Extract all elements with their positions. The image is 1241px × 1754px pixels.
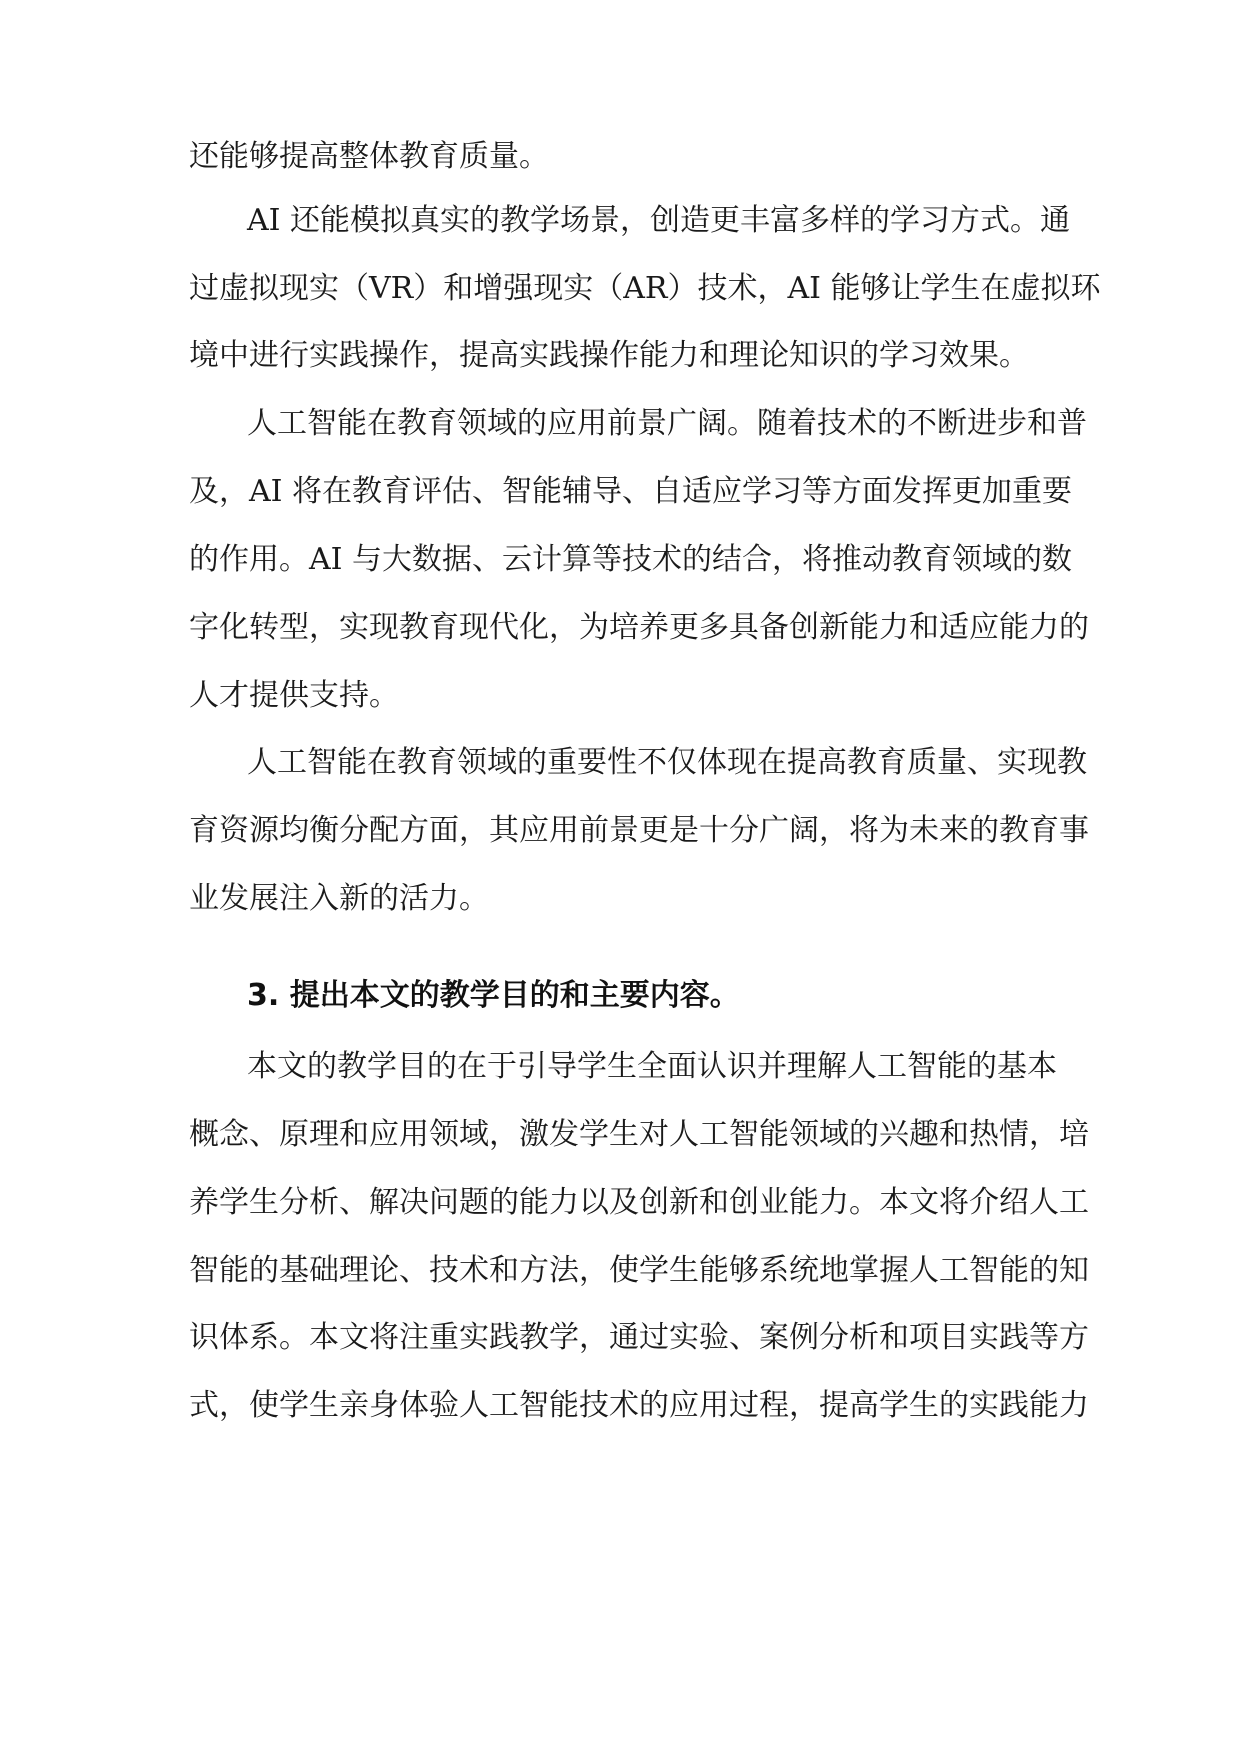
paragraph-line: 过虚拟现实（VR）和增强现实（AR）技术，AI 能够让学生在虚拟环 bbox=[189, 271, 1101, 306]
paragraph-line: 育资源均衡分配方面，其应用前景更是十分广阔，将为未来的教育事 bbox=[189, 813, 1089, 848]
paragraph-line: 人工智能在教育领域的重要性不仅体现在提高教育质量、实现教 bbox=[247, 745, 1087, 780]
paragraph-line: 人工智能在教育领域的应用前景广阔。随着技术的不断进步和普 bbox=[247, 406, 1087, 441]
paragraph-line: 概念、原理和应用领域，激发学生对人工智能领域的兴趣和热情，培 bbox=[189, 1117, 1089, 1152]
paragraph-line: 人才提供支持。 bbox=[189, 678, 399, 713]
paragraph-line: 的作用。AI 与大数据、云计算等技术的结合，将推动教育领域的数 bbox=[189, 542, 1073, 577]
paragraph-line: 识体系。本文将注重实践教学，通过实验、案例分析和项目实践等方 bbox=[189, 1320, 1089, 1355]
paragraph-line: 字化转型，实现教育现代化，为培养更多具备创新能力和适应能力的 bbox=[189, 610, 1089, 645]
paragraph-line: 及，AI 将在教育评估、智能辅导、自适应学习等方面发挥更加重要 bbox=[189, 474, 1073, 509]
paragraph-line: 本文的教学目的在于引导学生全面认识并理解人工智能的基本 bbox=[247, 1049, 1057, 1084]
paragraph-line: 业发展注入新的活力。 bbox=[189, 881, 489, 916]
paragraph-line: 境中进行实践操作，提高实践操作能力和理论知识的学习效果。 bbox=[189, 338, 1029, 373]
paragraph-line: AI 还能模拟真实的教学场景，创造更丰富多样的学习方式。通 bbox=[247, 203, 1071, 238]
paragraph-line: 式，使学生亲身体验人工智能技术的应用过程，提高学生的实践能力 bbox=[189, 1388, 1089, 1423]
paragraph-line: 还能够提高整体教育质量。 bbox=[189, 139, 549, 174]
paragraph-line: 养学生分析、解决问题的能力以及创新和创业能力。本文将介绍人工 bbox=[189, 1185, 1089, 1220]
paragraph-line: 智能的基础理论、技术和方法，使学生能够系统地掌握人工智能的知 bbox=[189, 1253, 1089, 1288]
section-heading: 3. 提出本文的教学目的和主要内容。 bbox=[247, 978, 740, 1013]
